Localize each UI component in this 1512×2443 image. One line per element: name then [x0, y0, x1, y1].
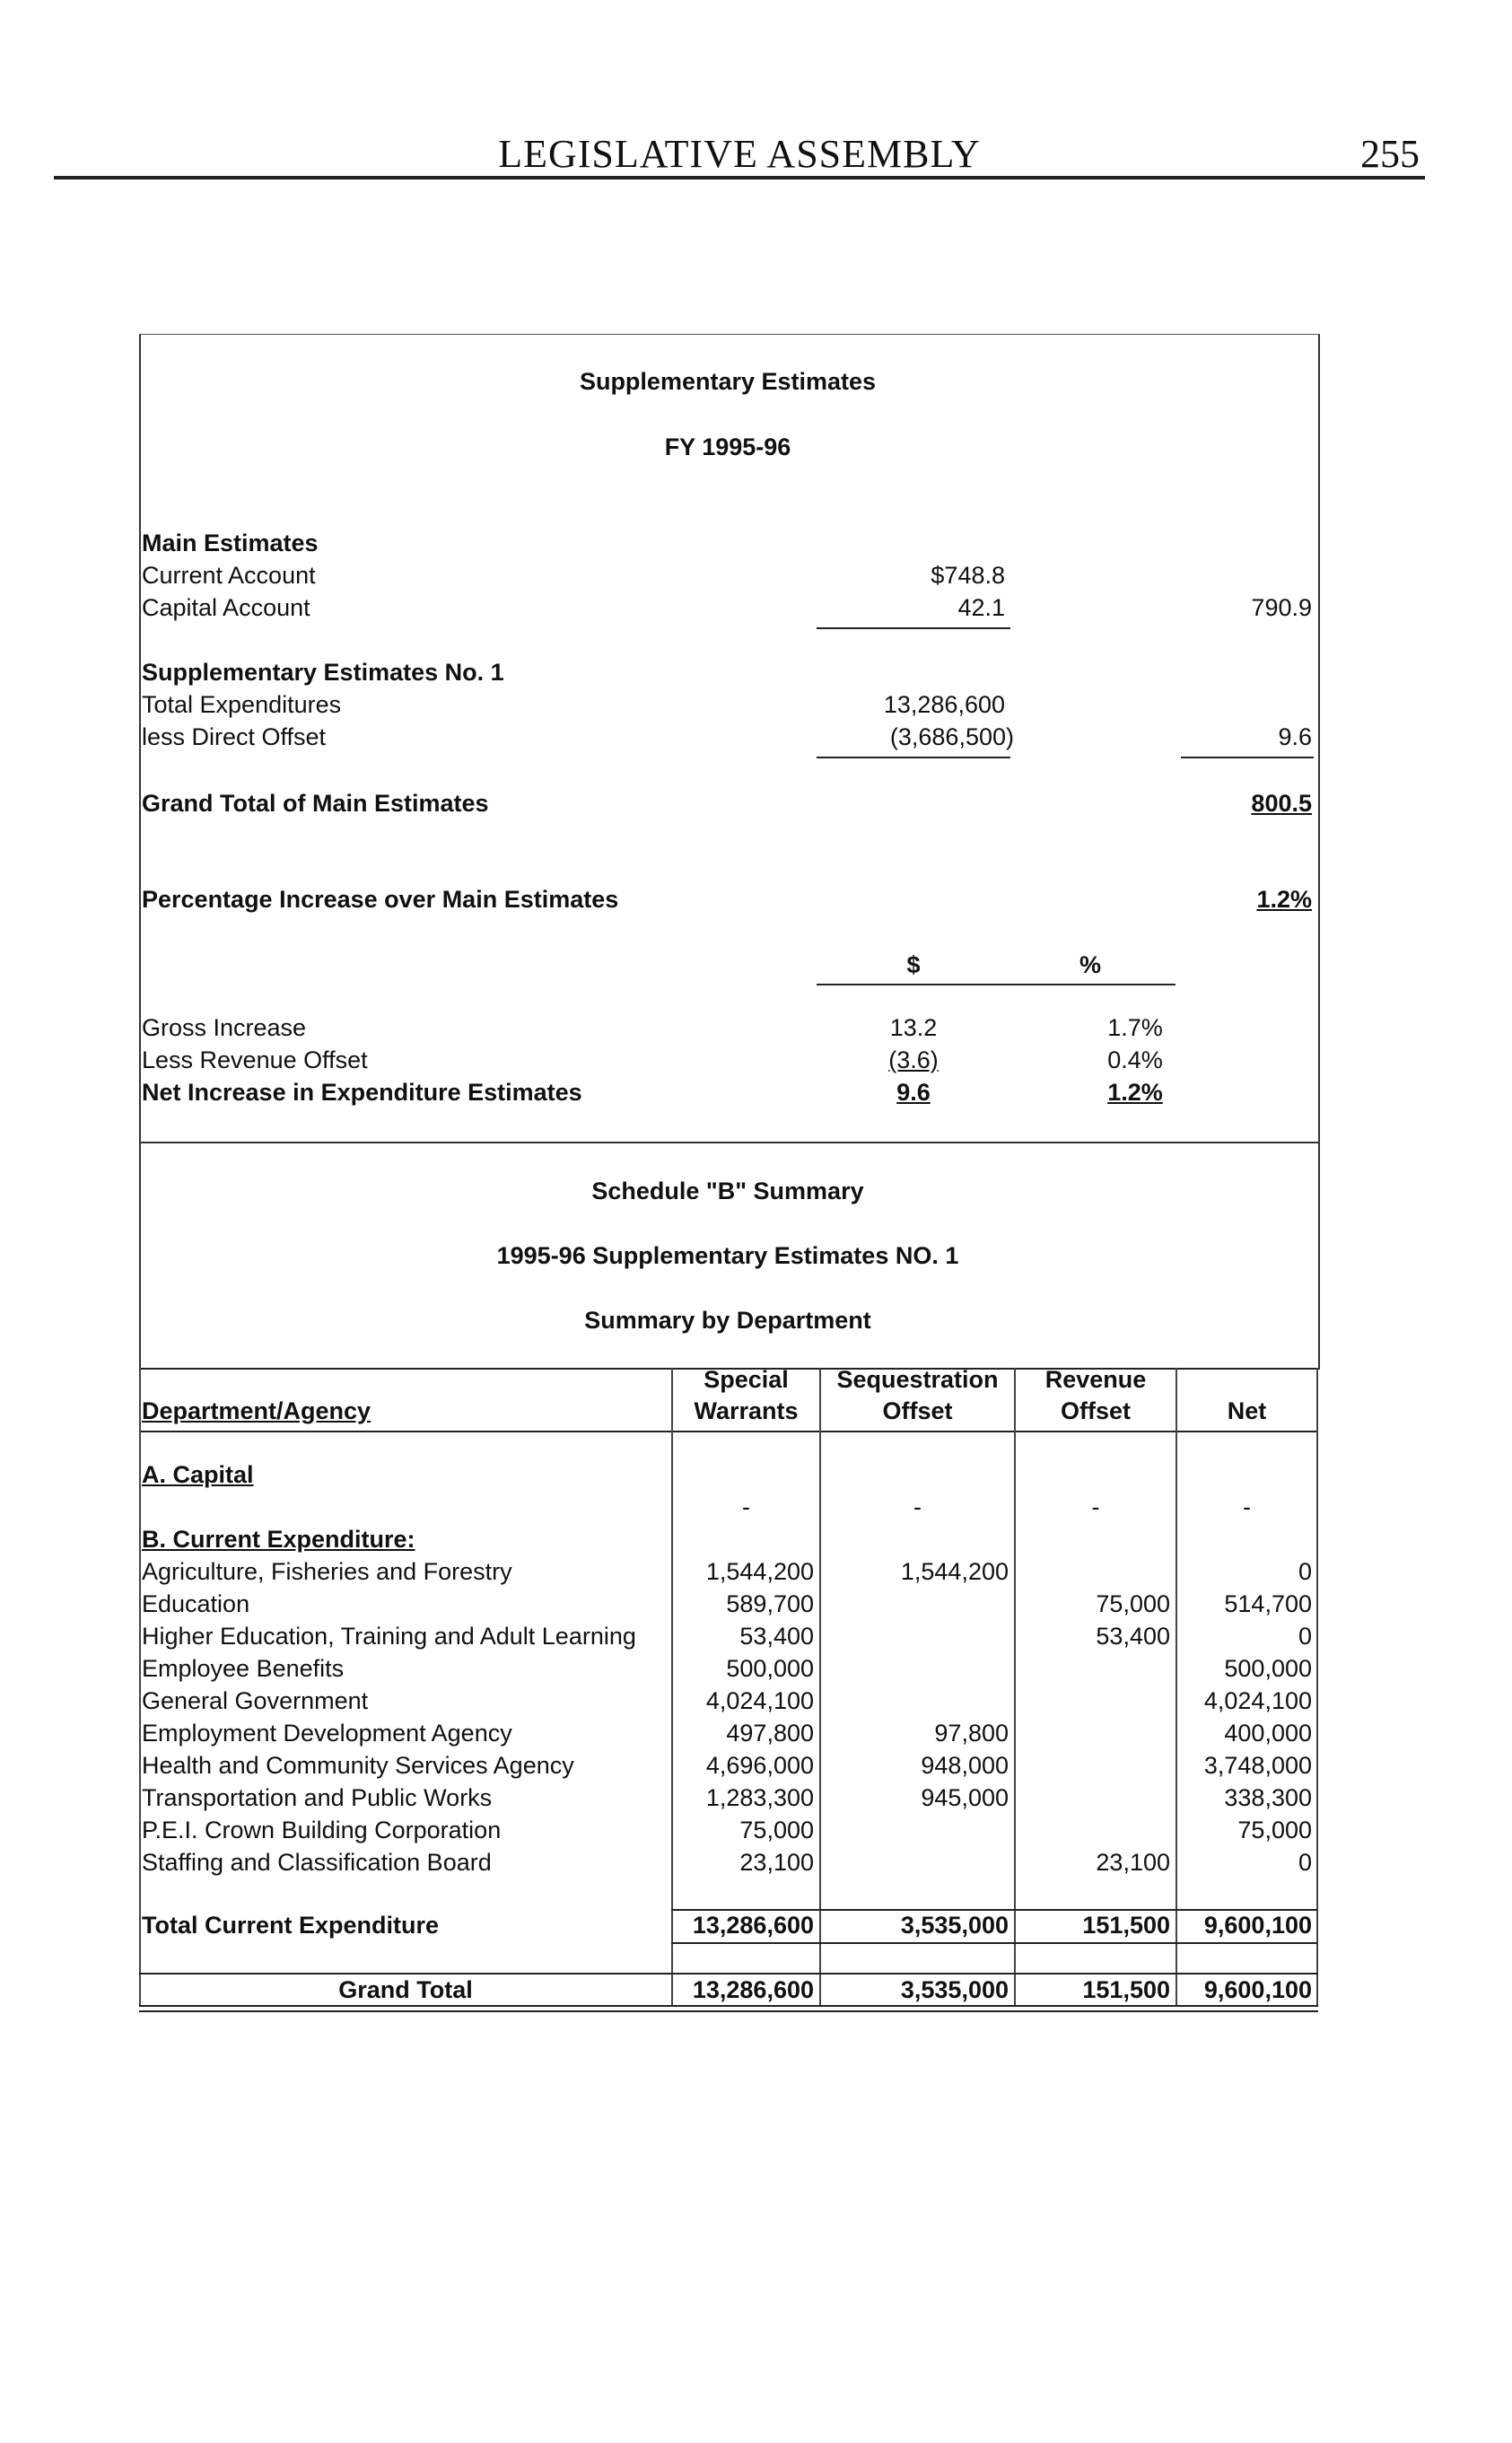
table-header-rule — [139, 1431, 1318, 1432]
total-current-net: 9,600,100 — [1203, 1912, 1312, 1939]
table-row-net: 500,000 — [1224, 1655, 1312, 1682]
header-seq-2: Offset — [882, 1397, 953, 1424]
table-row-name: Higher Education, Training and Adult Learning — [142, 1623, 636, 1650]
grand-total-seq: 3,535,000 — [900, 1976, 1009, 2003]
grand-total-net: 9,600,100 — [1203, 1976, 1312, 2003]
main-estimates-total: 790.9 — [1251, 594, 1312, 621]
fiscal-year: FY 1995-96 — [664, 433, 791, 460]
grand-total-bottom-rule-2 — [139, 2010, 1318, 2012]
increase-header-rule — [817, 984, 1176, 985]
capital-dash-net: - — [1243, 1493, 1251, 1520]
table-row-special-warrants: 1,544,200 — [705, 1558, 814, 1585]
table-row-special-warrants: 1,283,300 — [705, 1784, 814, 1811]
supp-value-rule — [817, 757, 1010, 758]
capital-dash-special: - — [742, 1493, 750, 1520]
table-row-net: 0 — [1298, 1558, 1312, 1585]
supp-total-rule — [1181, 757, 1314, 758]
table-row-name: Employee Benefits — [142, 1655, 345, 1682]
capital-dash-rev: - — [1091, 1493, 1100, 1520]
supp-no1-label: Supplementary Estimates No. 1 — [142, 659, 504, 686]
header-net: Net — [1227, 1397, 1267, 1424]
current-expenditure-label: B. Current Expenditure: — [142, 1526, 415, 1553]
table-row-revenue-offset: 75,000 — [1096, 1590, 1170, 1617]
less-revenue-label: Less Revenue Offset — [142, 1046, 368, 1073]
total-current-label: Total Current Expenditure — [142, 1912, 440, 1939]
table-row-name: P.E.I. Crown Building Corporation — [142, 1817, 502, 1843]
table-row-name: Transportation and Public Works — [142, 1784, 493, 1811]
table-row-special-warrants: 53,400 — [739, 1623, 814, 1650]
grand-total-rev: 151,500 — [1082, 1976, 1170, 2003]
page-header — [54, 126, 1425, 180]
pct-increase-label: Percentage Increase over Main Estimates — [142, 886, 619, 913]
schedule-subtitle: 1995-96 Supplementary Estimates NO. 1 — [496, 1242, 959, 1269]
less-revenue-dollar: (3.6) — [888, 1046, 939, 1073]
grand-total-value: 800.5 — [1251, 790, 1312, 817]
header-special-2: Warrants — [694, 1397, 799, 1424]
table-row-special-warrants: 500,000 — [726, 1655, 814, 1682]
page-header-title: LEGISLATIVE ASSEMBLY — [498, 132, 981, 176]
col-dollar-header: $ — [906, 951, 921, 978]
table-row-net: 514,700 — [1224, 1590, 1312, 1617]
gross-increase-dollar: 13.2 — [889, 1014, 938, 1041]
table-row-name: Health and Community Services Agency — [142, 1752, 574, 1779]
capital-account-value: 42.1 — [957, 594, 1005, 621]
col-percent-header: % — [1079, 951, 1101, 978]
table-row-special-warrants: 497,800 — [726, 1720, 814, 1747]
table-row-special-warrants: 589,700 — [726, 1590, 814, 1617]
capital-account-label: Capital Account — [142, 594, 310, 621]
table-row-sequestration-offset: 948,000 — [921, 1752, 1009, 1779]
grand-total-row-label: Grand Total — [338, 1976, 473, 2003]
gross-increase-label: Gross Increase — [142, 1014, 307, 1041]
table-row-net: 338,300 — [1224, 1784, 1312, 1811]
table-row-special-warrants: 75,000 — [739, 1817, 814, 1843]
header-department-agency: Department/Agency — [142, 1397, 371, 1424]
header-special-1: Special — [704, 1366, 789, 1393]
supplementary-title: Supplementary Estimates — [579, 368, 877, 395]
less-direct-offset-label: less Direct Offset — [142, 723, 327, 750]
less-direct-offset-value: (3,686,500) — [889, 723, 1014, 750]
grand-total-bottom-rule-1 — [139, 2005, 1318, 2007]
table-left-border — [139, 1368, 141, 2007]
grand-total-special: 13,286,600 — [692, 1976, 814, 2003]
table-row-net: 3,748,000 — [1203, 1752, 1312, 1779]
total-current-seq: 3,535,000 — [900, 1912, 1009, 1939]
less-revenue-pct: 0.4% — [1107, 1046, 1163, 1073]
table-row-revenue-offset: 23,100 — [1096, 1849, 1170, 1876]
header-rev-1: Revenue — [1044, 1366, 1147, 1393]
current-account-value: $748.8 — [931, 562, 1005, 589]
table-right-border — [1316, 1368, 1318, 2007]
total-current-bottom-rule — [671, 1942, 1317, 1944]
capital-label: A. Capital — [142, 1461, 254, 1488]
pct-increase-value: 1.2% — [1256, 886, 1312, 913]
page-number: 255 — [1360, 132, 1420, 176]
schedule-subtitle2: Summary by Department — [584, 1307, 871, 1334]
table-row-name: Agriculture, Fisheries and Forestry — [142, 1558, 512, 1585]
table-row-name: Education — [142, 1590, 250, 1617]
table-row-net: 75,000 — [1237, 1817, 1312, 1843]
grand-total-top-rule — [139, 1973, 1318, 1975]
table-row-net: 4,024,100 — [1203, 1687, 1312, 1714]
table-row-special-warrants: 4,696,000 — [705, 1752, 814, 1779]
table-row-name: Staffing and Classification Board — [142, 1849, 492, 1876]
main-estimates-rule — [817, 627, 1010, 629]
current-account-label: Current Account — [142, 562, 316, 589]
table-row-sequestration-offset: 1,544,200 — [900, 1558, 1009, 1585]
capital-dash-seq: - — [913, 1493, 922, 1520]
total-expenditures-value: 13,286,600 — [883, 691, 1005, 718]
net-increase-label: Net Increase in Expenditure Estimates — [142, 1079, 582, 1106]
net-increase-pct: 1.2% — [1107, 1079, 1163, 1106]
net-increase-dollar: 9.6 — [896, 1079, 931, 1106]
table-row-net: 0 — [1298, 1623, 1312, 1650]
grand-total-label: Grand Total of Main Estimates — [142, 790, 489, 817]
table-row-net: 0 — [1298, 1849, 1312, 1876]
table-row-special-warrants: 4,024,100 — [705, 1687, 814, 1714]
table-row-net: 400,000 — [1224, 1720, 1312, 1747]
header-seq-1: Sequestration — [836, 1366, 999, 1393]
table-row-name: General Government — [142, 1687, 369, 1714]
total-current-rev: 151,500 — [1082, 1912, 1170, 1939]
table-row-revenue-offset: 53,400 — [1096, 1623, 1170, 1650]
total-expenditures-label: Total Expenditures — [142, 691, 342, 718]
supp-total: 9.6 — [1278, 723, 1312, 750]
schedule-title: Schedule "B" Summary — [591, 1178, 864, 1204]
header-rev-2: Offset — [1060, 1397, 1131, 1424]
table-row-sequestration-offset: 945,000 — [921, 1784, 1009, 1811]
table-row-sequestration-offset: 97,800 — [934, 1720, 1009, 1747]
table-row-special-warrants: 23,100 — [739, 1849, 814, 1876]
main-estimates-label: Main Estimates — [142, 530, 319, 556]
gross-increase-pct: 1.7% — [1107, 1014, 1163, 1041]
total-current-special: 13,286,600 — [692, 1912, 814, 1939]
total-current-top-rule — [671, 1909, 1317, 1911]
table-row-name: Employment Development Agency — [142, 1720, 512, 1747]
